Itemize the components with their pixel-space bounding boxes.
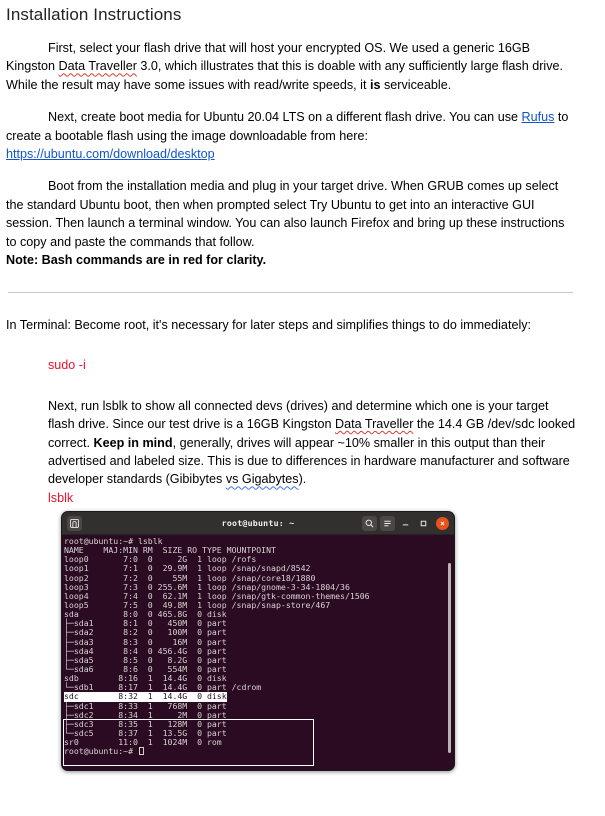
terminal-cursor bbox=[139, 747, 144, 755]
terminal-row: sdb 8:16 1 14.4G 0 disk bbox=[64, 673, 227, 684]
terminal-row: root@ubuntu:~# lsblk bbox=[64, 536, 163, 546]
paragraph-emphasis: is bbox=[369, 77, 381, 92]
paragraph-lsblk-explain bbox=[0, 397, 605, 489]
hamburger-menu-icon[interactable] bbox=[380, 516, 395, 531]
terminal-row: └─sda6 8:6 0 554M 0 part bbox=[64, 663, 227, 674]
terminal-window-controls bbox=[362, 516, 449, 531]
maximize-button[interactable] bbox=[416, 516, 431, 531]
paragraph-lsblk-text: Next, run lsblk to show all connected devs (drives) and determine which one is your target flash drive. Since our test drive is a 16GB Kingston bbox=[48, 398, 549, 432]
section-divider bbox=[8, 292, 573, 293]
terminal-row: ├─sda4 8:4 0 456.4G 0 part bbox=[64, 645, 227, 656]
terminal-row: ├─sdc2 8:34 1 2M 0 part bbox=[64, 709, 227, 720]
terminal-row: loop5 7:5 0 49.8M 1 loop /snap/snap-store/467 bbox=[64, 599, 331, 610]
terminal-window[interactable] bbox=[61, 511, 455, 771]
paragraph-lsblk-text: the 14.4 GB /dev/sdc looked correct. bbox=[48, 417, 576, 450]
paragraph-lsblk-emphasis: Keep in mind bbox=[93, 435, 173, 450]
terminal-row: ├─sda2 8:2 0 100M 0 part bbox=[64, 627, 227, 638]
paragraph-lsblk-spellcheck-word: Data Traveller bbox=[335, 417, 414, 432]
command-sudo-i[interactable]: sudo -i bbox=[48, 358, 86, 373]
terminal-text bbox=[64, 537, 454, 756]
terminal-row: loop3 7:3 0 255.6M 1 loop /snap/gnome-3-34-1804/36 bbox=[64, 581, 350, 592]
paragraph-spellcheck-word: Data Traveller bbox=[58, 59, 137, 74]
paragraph-text: Boot from the installation media and plug in your target drive. When GRUB comes up select the standard Ubuntu boot, then when prompted select Try Ubuntu to get into an interactive GUI session. Then launch a terminal window. You can also launch Firefox and bring up these instructions to copy and paste the commands that follow. bbox=[6, 179, 565, 249]
paragraph-boot-instructions bbox=[0, 177, 605, 251]
terminal-row: sda 8:0 0 465.8G 0 disk bbox=[64, 609, 227, 620]
paragraph-text: to create a bootable flash using the image downloadable from here: bbox=[6, 110, 569, 143]
paragraph-text: serviceable. bbox=[380, 77, 452, 92]
terminal-row: sr0 11:0 1 1024M 0 rom bbox=[64, 737, 222, 748]
terminal-prompt: root@ubuntu:~# bbox=[64, 746, 138, 757]
paragraph-text: First, select your flash drive that will host your encrypted OS. We used a generic 16GB Kingston bbox=[6, 41, 531, 74]
terminal-titlebar[interactable] bbox=[62, 512, 454, 535]
paragraph-terminal-intro: In Terminal: Become root, it's necessary for later steps and simplifies things to do immediately: bbox=[6, 318, 532, 332]
paragraph-lsblk-text: ). bbox=[298, 472, 307, 487]
terminal-row-highlighted: sdc 8:32 1 14.4G 0 disk bbox=[64, 691, 227, 702]
search-icon[interactable] bbox=[362, 516, 377, 531]
paragraph-lsblk-grammar-word: vs Gigabytes bbox=[225, 472, 299, 487]
paragraph-link[interactable]: https://ubuntu.com/download/desktop bbox=[6, 147, 215, 162]
terminal-row: └─sdb1 8:17 1 14.4G 0 part /cdrom bbox=[64, 682, 262, 693]
terminal-row: └─sdc5 8:37 1 13.5G 0 part bbox=[64, 727, 227, 738]
terminal-row: loop4 7:4 0 62.1M 1 loop /snap/gtk-common-themes/1506 bbox=[64, 590, 370, 601]
document-body-lower bbox=[0, 316, 605, 507]
paragraph-lsblk-text: , generally, drives will appear ~10% smaller in this output than their advertised and labeled size. This is due to differences in hardware manufacturer and software developer standards (Gibibytes bbox=[48, 435, 570, 487]
page-title: Installation Instructions bbox=[6, 5, 182, 24]
terminal-output-area[interactable] bbox=[62, 535, 454, 771]
terminal-row: ├─sda1 8:1 0 450M 0 part bbox=[64, 618, 227, 629]
terminal-row: ├─sda3 8:3 0 16M 0 part bbox=[64, 636, 227, 647]
paragraph-text: Next, create boot media for Ubuntu 20.04 LTS on a different flash drive. You can use bbox=[48, 110, 522, 125]
terminal-row: loop1 7:1 0 29.9M 1 loop /snap/snapd/8542 bbox=[64, 563, 311, 574]
paragraph-link[interactable]: Rufus bbox=[521, 110, 555, 125]
terminal-icon bbox=[67, 516, 82, 531]
terminal-row: ├─sdc1 8:33 1 768M 0 part bbox=[64, 700, 227, 711]
note-bash-red: Note: Bash commands are in red for clarity. bbox=[6, 253, 267, 268]
paragraph-boot-media bbox=[0, 108, 605, 163]
terminal-row: ├─sdc3 8:35 1 128M 0 part bbox=[64, 718, 227, 729]
terminal-row: ├─sda5 8:5 0 8.2G 0 part bbox=[64, 654, 227, 665]
terminal-row: NAME MAJ:MIN RM SIZE RO TYPE MOUNTPOINT bbox=[64, 545, 276, 556]
command-lsblk[interactable]: lsblk bbox=[48, 490, 74, 505]
minimize-button[interactable] bbox=[398, 516, 413, 531]
terminal-prompt-line bbox=[64, 747, 454, 756]
paragraph-intro bbox=[0, 39, 605, 94]
document-body bbox=[0, 0, 605, 269]
terminal-row: loop2 7:2 0 55M 1 loop /snap/core18/1880 bbox=[64, 572, 316, 583]
terminal-row: loop0 7:0 0 2G 1 loop /rofs bbox=[64, 554, 257, 565]
close-button[interactable] bbox=[436, 517, 449, 530]
paragraph-text: 3.0, which illustrates that this is doable with any sufficiently large flash drive. While the result may have some issues with read/write speeds, it bbox=[6, 59, 563, 92]
terminal-title: root@ubuntu: ~ bbox=[221, 518, 295, 528]
